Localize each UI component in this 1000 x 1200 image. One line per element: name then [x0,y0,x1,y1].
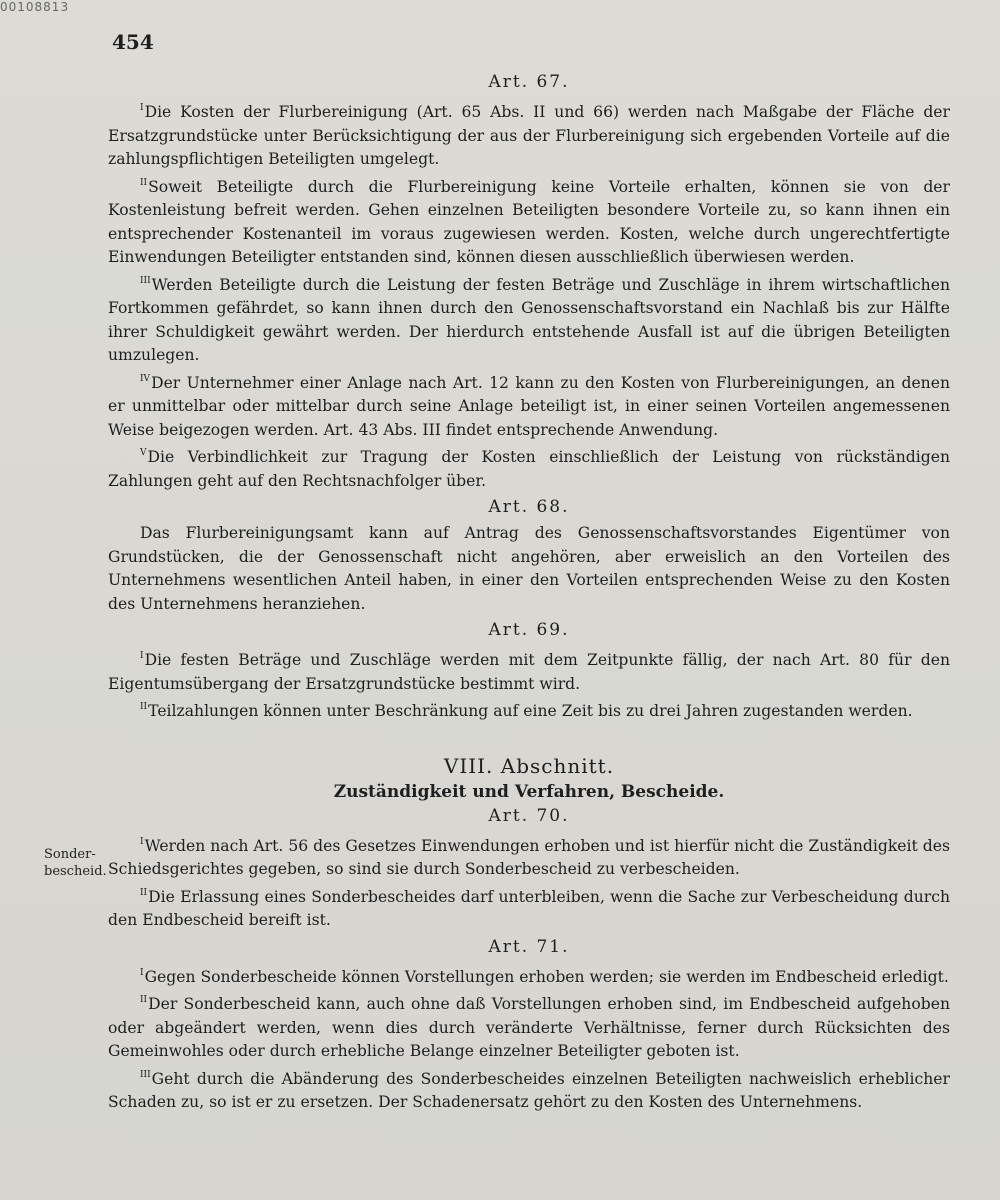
paragraph-numeral: I [140,651,144,661]
paragraph-text: Geht durch die Abänderung des Sonderbescheides einzelnen Beteiligten nachweislich erheblicher Schaden zu, so ist er zu ersetzen. Der Schadenersatz gehört zu den Kosten des Unternehmens. [108,1069,950,1111]
paragraph-text: Werden Beteiligte durch die Leistung der festen Beträge und Zuschläge in ihrem wirtschaftlichen Fortkommen gefährdet, so kann ihnen durch den Genossenschaftsvorstand ein Nachlaß bis zur Hälfte ihrer Schuldigkeit gewährt werden. Der hierdurch entstehende Ausfall ist auf die übrigen Beteiligten umzulegen. [108,275,950,364]
article-67-title: Art. 67. [488,72,570,92]
article-71-paragraph-2 [108,989,950,1064]
paragraph-text: Die Kosten der Flurbereinigung (Art. 65 Abs. II und 66) werden nach Maßgabe der Fläche der Ersatzgrundstücke unter Berücksichtigung der aus der Flurbereinigung sich ergebenden Vorteile auf die zahlungspflichtigen Beteiligten umgelegt. [108,103,950,168]
paragraph-numeral: II [140,995,148,1005]
article-67-paragraph-5 [108,442,950,493]
paragraph-numeral: I [140,836,144,847]
paragraph-numeral: I [140,103,144,113]
paragraph-numeral: III [140,1069,151,1080]
article-70-title: Art. 70. [488,805,570,826]
article-71-title: Art. 71. [488,936,570,957]
paragraph-text: Die festen Beträge und Zuschläge werden mit dem Zeitpunkte fällig, der nach Art. 80 für den Eigentumsübergang der Ersatzgrundstücke bestimmt wird. [108,651,950,693]
paragraph-numeral: III [140,275,151,286]
section-subtitle: Zuständigkeit und Verfahren, Bescheide. [333,781,725,802]
article-69-title: Art. 69. [488,620,570,640]
article-68-paragraph-1: Das Flurbereinigungsamt kann auf Antrag des Genossenschaftsvorstandes Eigentümer von Grundstücken, die der Genossenschaft nicht angehören, aber erweislich an den Vorteilen des Unternehmens wesentlichen Anteil haben, in einer den Vorteilen entsprechenden Weise zu den Kosten des Unternehmens heranziehen. [108,524,950,613]
article-67-paragraph-1 [108,97,950,172]
paragraph-numeral: II [140,177,148,188]
paragraph-text: Der Unternehmer einer Anlage nach Art. 12 kann zu den Kosten von Flurbereinigungen, an denen er unmittelbar oder mittelbar durch seine Anlage beteiligt ist, in einer seinen Vorteilen angemessenen Weise beigezogen werden. Art. 43 Abs. III findet entsprechende Anwendung. [108,373,950,439]
paragraph-numeral: V [140,448,147,458]
paragraph-text: Gegen Sonderbescheide können Vorstellungen erhoben werden; sie werden im Endbescheid erledigt. [144,967,949,986]
article-68-title: Art. 68. [488,497,570,517]
margin-note: Sonder-bescheid. [44,847,107,879]
section-title: VIII. Abschnitt. [443,753,615,778]
article-69-paragraph-1 [108,645,950,696]
paragraph-numeral: IV [140,373,151,384]
document-body [108,68,950,1115]
article-70-paragraph-2 [108,882,950,933]
paragraph-text: Der Sonderbescheid kann, auch ohne daß Vorstellungen erhoben sind, im Endbescheid aufgehoben oder abgeändert werden, wenn dies durch veränderte Verhältnisse, ferner durch Rücksichten des Gemeinwohles oder durch erhebliche Belange einzelner Beteiligter geboten ist. [108,995,950,1060]
paragraph-text: Die Erlassung eines Sonderbescheides darf unterbleiben, wenn die Sache zur Verbescheidung durch den Endbescheid bereift ist. [108,887,950,929]
article-67-paragraph-2 [108,172,950,270]
paragraph-numeral: II [140,702,148,712]
paragraph-text: Die Verbindlichkeit zur Tragung der Kosten einschließlich der Leistung von rückständigen Zahlungen geht auf den Rechtsnachfolger über. [108,448,950,490]
article-71-paragraph-1 [108,962,950,990]
article-71-paragraph-3 [108,1064,950,1115]
paragraph-text: Soweit Beteiligte durch die Flurbereinigung keine Vorteile erhalten, können sie von der Kostenleistung befreit werden. Gehen einzelnen Beteiligten besondere Vorteile zu, so kann ihnen ein entsprechender Kostenanteil im voraus zugewiesen werden. Kosten, welche durch ungerechtfertigte Einwendungen Beteiligter entstanden sind, können diesen ausschließlich überwiesen werden. [108,177,950,266]
scan-code: 00108813 [0,0,70,14]
article-69-paragraph-2 [108,696,950,724]
article-67-paragraph-3 [108,270,950,368]
paragraph-text: Werden nach Art. 56 des Gesetzes Einwendungen erhoben und ist hierfür nicht die Zuständigkeit des Schiedsgerichtes gegeben, so sind sie durch Sonderbescheid zu verbescheiden. [108,836,950,878]
paragraph-text: Teilzahlungen können unter Beschränkung auf eine Zeit bis zu drei Jahren zugestanden werden. [148,702,913,720]
page-number: 454 [112,30,154,54]
paragraph-numeral: II [140,887,148,898]
paragraph-numeral: I [140,967,144,978]
article-70-paragraph-1 [108,831,950,882]
article-67-paragraph-4 [108,368,950,443]
